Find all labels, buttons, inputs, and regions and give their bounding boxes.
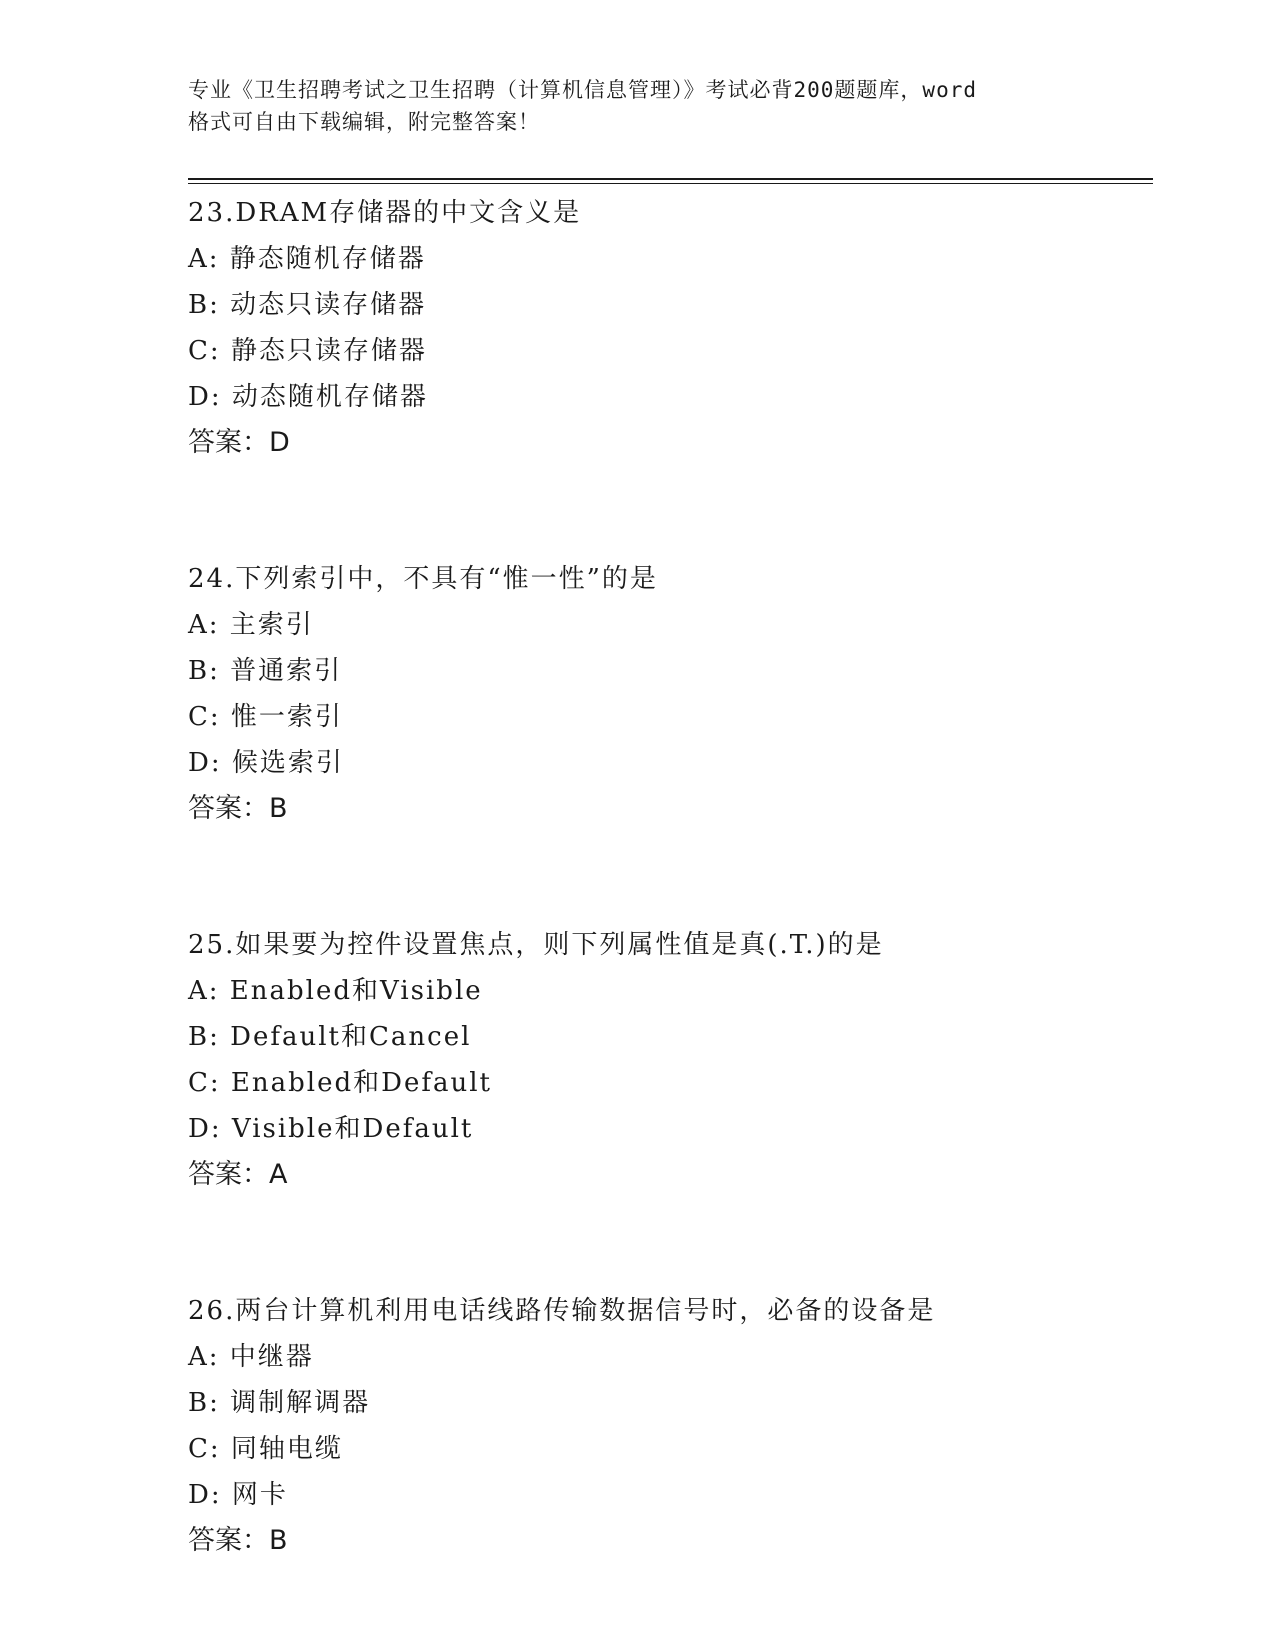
question-text: 24.下列索引中，不具有“惟一性”的是 xyxy=(188,564,658,594)
header-divider-thin xyxy=(188,183,1153,184)
header-line-2: 格式可自由下载编辑，附完整答案！ xyxy=(188,110,540,134)
header-divider-thick xyxy=(188,178,1153,180)
option-b: B: 调制解调器 xyxy=(188,1388,371,1418)
document-header xyxy=(188,74,1098,138)
option-a: A: 静态随机存储器 xyxy=(188,244,426,274)
question-spacer xyxy=(188,466,1148,556)
question-text: 23.DRAM存储器的中文含义是 xyxy=(188,198,582,228)
question-spacer xyxy=(188,1198,1148,1288)
option-b: B: 普通索引 xyxy=(188,656,343,686)
option-d: D: 候选索引 xyxy=(188,748,344,778)
option-c: C: 静态只读存储器 xyxy=(188,336,427,366)
question-24 xyxy=(188,556,1148,832)
answer-label: 答案：D xyxy=(188,427,290,458)
question-23 xyxy=(188,190,1148,466)
option-b: B: 动态只读存储器 xyxy=(188,290,427,320)
question-list xyxy=(188,190,1148,1564)
option-d: D: 网卡 xyxy=(188,1480,288,1510)
option-d: D: 动态随机存储器 xyxy=(188,382,428,412)
answer-label: 答案：B xyxy=(188,793,288,824)
option-c: C: 同轴电缆 xyxy=(188,1434,343,1464)
question-spacer xyxy=(188,832,1148,922)
option-c: C: 惟一索引 xyxy=(188,702,343,732)
option-d: D: Visible和Default xyxy=(188,1114,474,1144)
question-text: 26.两台计算机利用电话线路传输数据信号时，必备的设备是 xyxy=(188,1296,936,1326)
question-26 xyxy=(188,1288,1148,1564)
question-text: 25.如果要为控件设置焦点，则下列属性值是真(.T.)的是 xyxy=(188,930,884,960)
option-a: A: 中继器 xyxy=(188,1342,314,1372)
option-a: A: Enabled和Visible xyxy=(188,976,483,1006)
question-25 xyxy=(188,922,1148,1198)
option-a: A: 主索引 xyxy=(188,610,314,640)
answer-label: 答案：B xyxy=(188,1525,288,1556)
option-b: B: Default和Cancel xyxy=(188,1022,472,1052)
option-c: C: Enabled和Default xyxy=(188,1068,492,1098)
answer-label: 答案：A xyxy=(188,1159,288,1190)
header-line-1: 专业《卫生招聘考试之卫生招聘（计算机信息管理）》考试必背200题题库，word xyxy=(188,78,977,102)
